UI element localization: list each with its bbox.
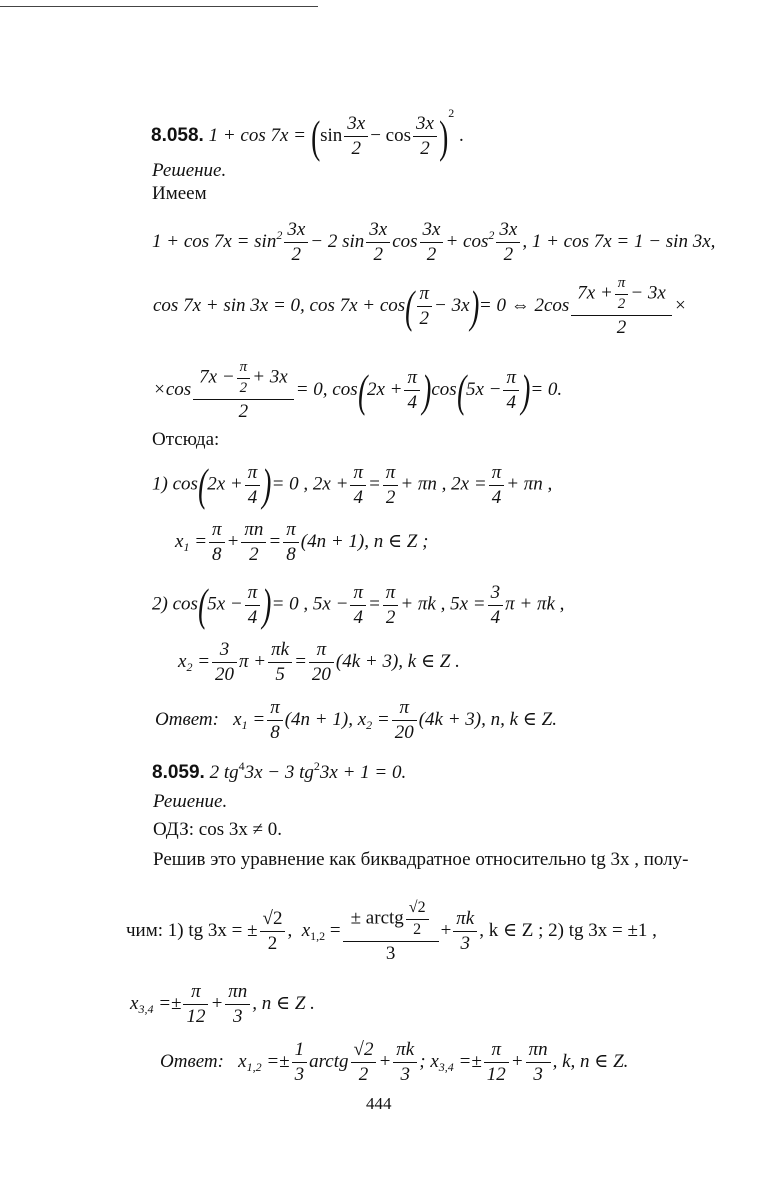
equation-line-1: $1 + \cos 7x = \sin^2$ $\frac{3x}{2}$ − 2 sin $\frac{3x}{2}$ cos $\frac{3x}{2}$ + $\cos^2$ $\frac{3x}{2}$ , 1 + cos 7x = 1 − sin 3x, — [152, 219, 716, 265]
top-rule — [0, 6, 318, 7]
case-1-line: 1) cos(2x + $\frac{\pi}{4}$ )= 0 , 2x + $\frac{\pi}{4}$ = $\frac{\pi}{2}$ + πn , 2x = $\frac{\pi}{4}$ + πn , — [152, 459, 553, 510]
answer-059-label: Ответ: — [160, 1050, 224, 1072]
problem-059-number: 8.059. — [152, 762, 205, 783]
odz-line: ОДЗ: cos 3x ≠ 0. — [153, 819, 283, 840]
method-text: Решив это уравнение как биквадратное относительно tg 3x , полу- — [153, 849, 689, 870]
case-2-line: 2) cos(5x − $\frac{\pi}{4}$ )= 0 , 5x − $\frac{\pi}{4}$ = $\frac{\pi}{2}$ + πk , 5x = $\frac{3}{4}$ π + πk , — [152, 579, 565, 630]
solution-label-058: Решение. — [152, 160, 227, 181]
equation-line-2: cos 7x + sin 3x = 0, cos 7x + cos( $\frac{\pi}{2}$ − 3x)= 0 ⇔ 2cos 7x + $\frac{\pi}{2}$ − 3x 2 × — [153, 275, 687, 338]
answer-058-label: Ответ: — [155, 708, 219, 730]
x1-line: $x_1$ = $\frac{\pi}{8}$ + $\frac{\pi n}{2}$ = $\frac{\pi}{8}$ (4n + 1), n ∈ Z ; — [175, 519, 429, 565]
problem-058-number: 8.058. — [151, 125, 204, 146]
roots-line: чим: 1) tg 3x = ± $\frac{√2}{2}$ , $x_{1,2}$ = ± arctg $\frac{√2}{2}$ 3 + $\frac{\pi k}{3}$ , k ∈ Z ; 2) tg 3x = ±1 , — [126, 899, 657, 964]
problem-058-statement: 8.058. 1 + cos 7x = (sin $\frac{3x}{2}$ − cos $\frac{3x}{2}$ )$^2$ . — [151, 106, 464, 162]
x2-line: $x_2$ = $\frac{3}{20}$ π + $\frac{\pi k}{5}$ = $\frac{\pi}{20}$ (4k + 3), k ∈ Z . — [178, 639, 460, 685]
problem-058-lhs: 1 + cos 7x = — [208, 125, 306, 146]
solution-label-059: Решение. — [153, 791, 228, 812]
problem-059-statement: 8.059. 2 $tg^43x - 3$ $tg^23x + 1 = 0$. — [152, 759, 407, 783]
answer-059: Ответ: $x_{1,2}$ =± $\frac{1}{3}$ arctg $\frac{√2}{2}$ + $\frac{\pi k}{3}$ ; $x_{3,4}$ =± $\frac{\pi}{12}$ + $\frac{\pi n}{3}$ , k, n ∈ Z. — [160, 1039, 629, 1085]
have-text: Имеем — [152, 183, 207, 204]
hence-text: Отсюда: — [152, 429, 220, 450]
page-number: 444 — [366, 1094, 392, 1113]
answer-058: Ответ: $x_1$ = $\frac{\pi}{8}$ (4n + 1), $x_2$ = $\frac{\pi}{20}$ (4k + 3), n, k ∈ Z. — [155, 697, 557, 743]
equation-line-3: ×cos 7x − $\frac{\pi}{2}$ + 3x 2 = 0, cos(2x + $\frac{\pi}{4}$ )cos(5x − $\frac{\pi}{4}$ )= 0. — [153, 359, 563, 422]
x34-line: $x_{3,4}$ =± $\frac{\pi}{12}$ + $\frac{\pi n}{3}$ , n ∈ Z . — [130, 981, 315, 1027]
